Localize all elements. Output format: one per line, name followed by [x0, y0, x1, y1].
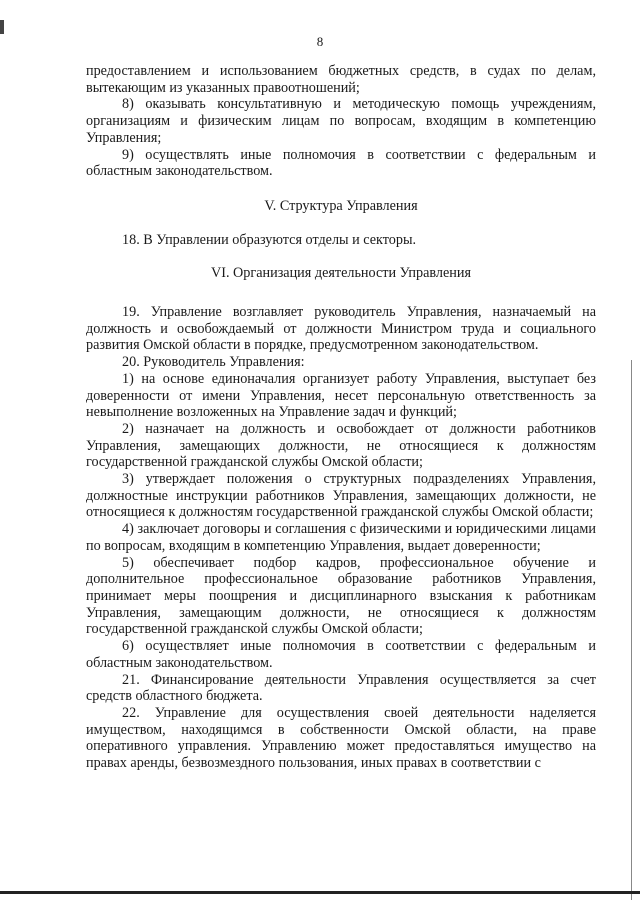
paragraph-22: 22. Управление для осуществления своей деятельности наделяется имуществом, находящимся в собственности Омской области, на праве оперативного управления. Управлению может предоставляться имущество на правах аренды, безвозмездного пользования, иных правах в соответствии с	[86, 704, 596, 772]
paragraph-20-item-4: 4) заключает договоры и соглашения с физическими и юридическими лицами по вопросам, входящим в компетенцию Управления, выдает доверенности;	[86, 521, 596, 554]
right-edge-line	[631, 360, 632, 900]
paragraph-21: 21. Финансирование деятельности Управления осуществляется за счет средств областного бюджета.	[86, 671, 596, 705]
paragraph-20-item-6: 6) осуществляет иные полномочия в соответствии с федеральным и областным законодательством.	[86, 638, 596, 671]
paragraph-20-item-5: 5) обеспечивает подбор кадров, профессиональное обучение и дополнительное профессиональное образование работников Управления, принимает меры поощрения и дисциплинарного взыскания к работникам Управления, замещающим должности, не относящиеся к должностям государственной гражданской службы Омской области;	[86, 554, 596, 638]
bottom-scan-edge	[0, 891, 640, 894]
paragraph-item-8: 8) оказывать консультативную и методическую помощь учреждениям, организациям и физическим лицам по вопросам, входящим в компетенцию Управления;	[86, 96, 596, 146]
paragraph-19: 19. Управление возглавляет руководитель Управления, назначаемый на должность и освобождаемый от должности Министром труда и социального развития Омской области в порядке, предусмотренном законодательством.	[86, 304, 596, 354]
paragraph-18: 18. В Управлении образуются отделы и секторы.	[122, 231, 417, 248]
paragraph-20-item-2: 2) назначает на должность и освобождает от должности работников Управления, замещающих должности, не относящиеся к должностям государственной гражданской службы Омской области;	[86, 420, 596, 471]
paragraph-continuation: предоставлением и использованием бюджетных средств, в судах по делам, вытекающим из указанных правоотношений;	[86, 63, 596, 96]
left-margin-mark	[0, 20, 4, 34]
section-heading-6: VI. Организация деятельности Управления	[210, 265, 471, 282]
paragraph-20-item-1: 1) на основе единоначалия организует работу Управления, выступает без доверенности от имени Управления, несет персональную ответственность за невыполнение возложенных на Управление задач и функций;	[86, 370, 596, 421]
paragraph-item-9: 9) осуществлять иные полномочия в соответствии с федеральным и областным законодательством.	[86, 146, 596, 180]
paragraph-20-item-3: 3) утверждает положения о структурных подразделениях Управления, должностные инструкции работников Управления, замещающих должности, не относящиеся к должностям государственной гражданской службы Омской области;	[86, 471, 596, 521]
paragraph-20: 20. Руководитель Управления:	[122, 354, 305, 371]
section-heading-5: V. Структура Управления	[264, 197, 418, 214]
document-body	[86, 63, 596, 772]
page-number: 8	[316, 34, 324, 49]
